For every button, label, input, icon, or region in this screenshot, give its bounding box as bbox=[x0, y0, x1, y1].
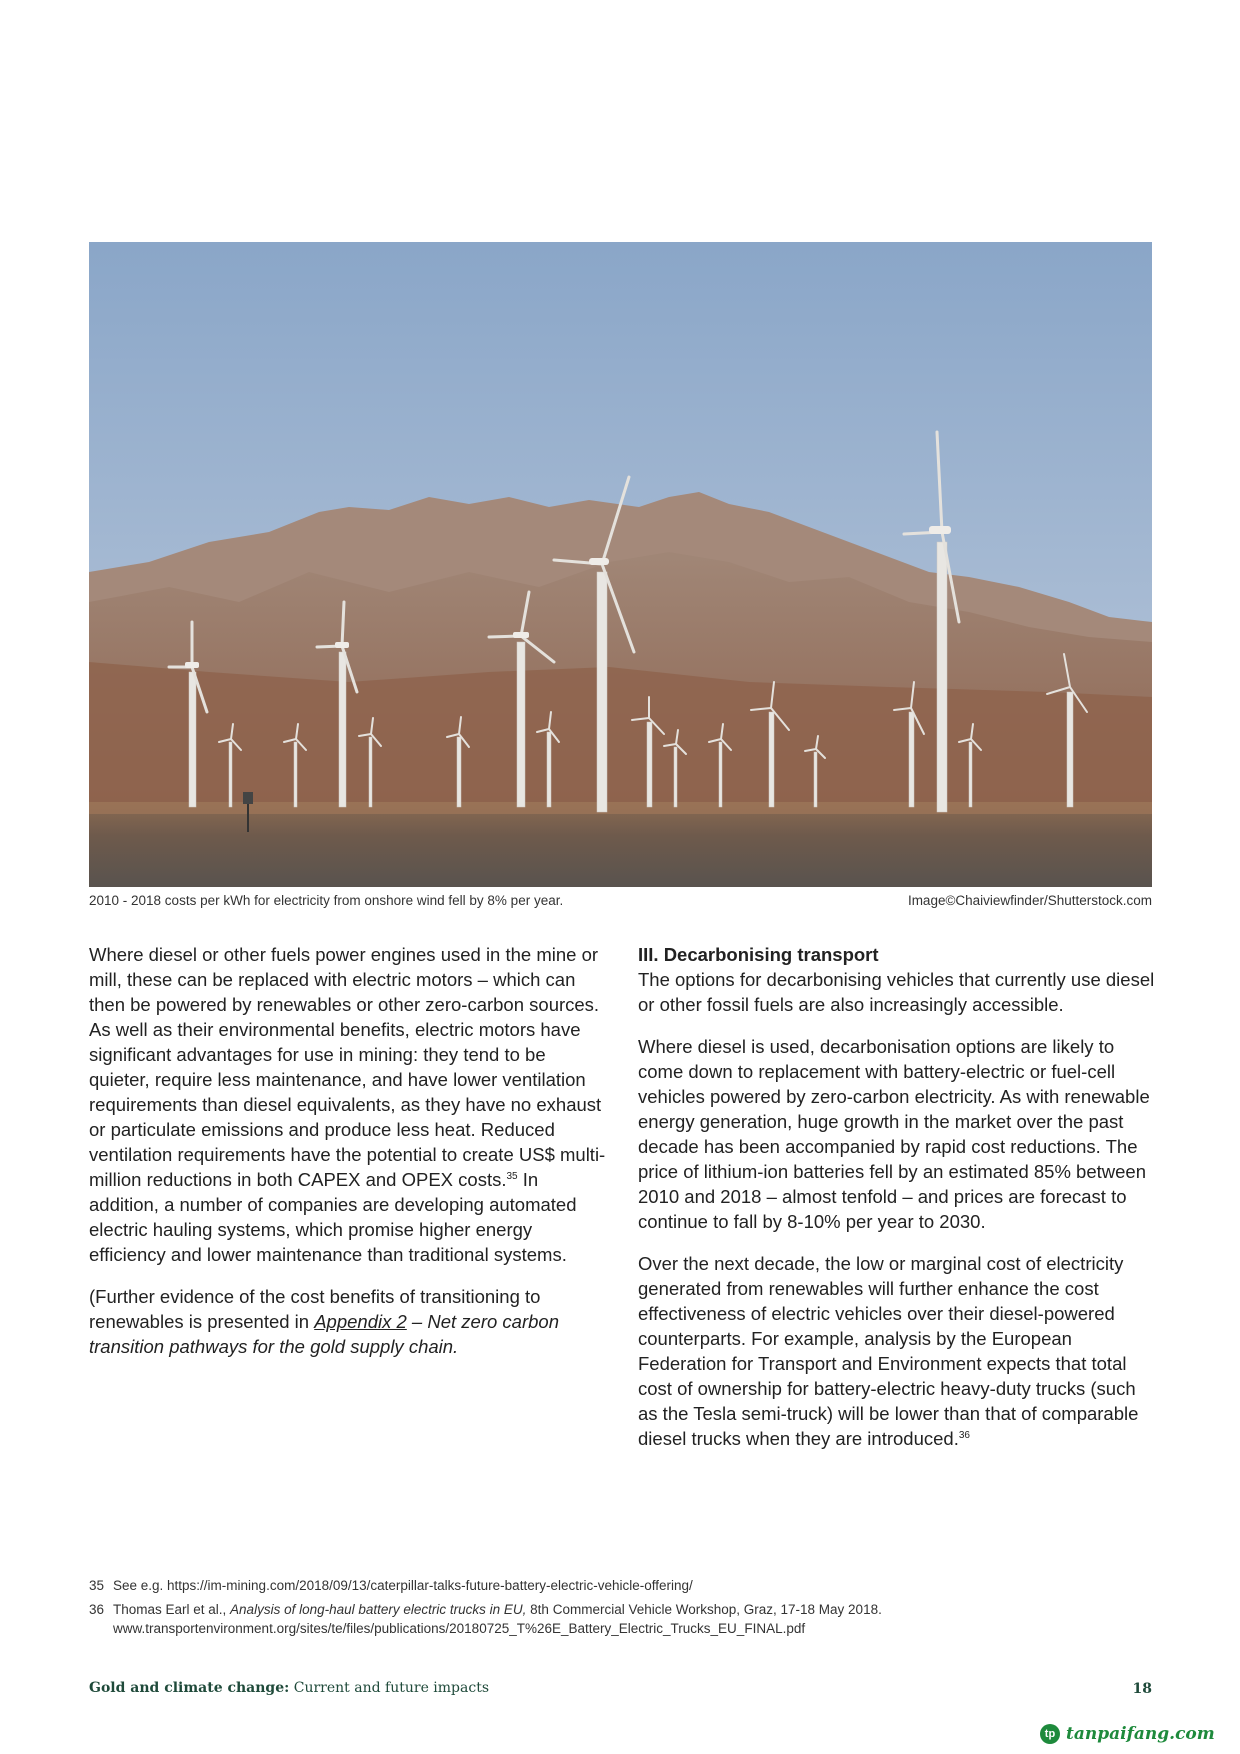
image-credit: Image©Chaiviewfinder/Shutterstock.com bbox=[907, 893, 1152, 908]
left-paragraph-2-text-b: – Net zero carbon transition pathways for the gold supply chain. bbox=[89, 1311, 559, 1357]
right-paragraph-1-text: The options for decarbonising vehicles that currently use diesel or other fossil fuels are also increasingly accessible. bbox=[638, 969, 1155, 1015]
footnote-ref-35[interactable]: 35 bbox=[506, 1170, 518, 1182]
right-column bbox=[638, 942, 1158, 1468]
left-paragraph-1-text-a: Where diesel or other fuels power engines used in the mine or mill, these can be replaced with electric motors – which can then be powered by renewables or other zero-carbon sources. As well as their environmental benefits, electric motors have significant advantages for use in mining: they tend to be quieter, require less maintenance, and have lower ventilation requirements than diesel equivalents, as they have no exhaust or particulate emissions and produce less heat. Reduced ventilation requirements have the potential to create US$ multi-million reductions in both CAPEX and OPEX costs. bbox=[89, 944, 606, 1190]
footnote-suffix: 8th Commercial Vehicle Workshop, Graz, 17-18 May 2018. bbox=[526, 1602, 882, 1617]
right-paragraph-3 bbox=[638, 1251, 1158, 1451]
footnote-title: Analysis of long-haul battery electric trucks in EU, bbox=[230, 1602, 527, 1617]
footnote-url[interactable]: www.transportenvironment.org/sites/te/files/publications/20180725_T%26E_Battery_Electric_Trucks_EU_FINAL.pdf bbox=[113, 1621, 806, 1636]
right-paragraph-3-text: Over the next decade, the low or marginal cost of electricity generated from renewables will further enhance the cost effectiveness of electric vehicles over their diesel-powered counterparts. For example, analysis by the European Federation for Transport and Environment expects that total cost of ownership for battery-electric heavy-duty trucks (such as the Tesla semi-truck) will be lower than that of comparable diesel trucks when they are introduced. bbox=[638, 1253, 1139, 1449]
wind-turbines-illustration bbox=[89, 242, 1152, 887]
footnote-35 bbox=[89, 1576, 1149, 1595]
page-number: 18 bbox=[1132, 1681, 1152, 1697]
footer-title-bold: Gold and climate change: bbox=[89, 1680, 290, 1696]
section-heading: III. Decarbonising transport bbox=[638, 944, 879, 965]
footnote-prefix: Thomas Earl et al., bbox=[113, 1602, 231, 1617]
footnote-text[interactable]: See e.g. https://im-mining.com/2018/09/13/caterpillar-talks-future-battery-electric-vehicle-offering/ bbox=[113, 1578, 693, 1593]
footnote-36 bbox=[89, 1600, 1149, 1638]
appendix-2-link[interactable]: Appendix 2 bbox=[314, 1311, 407, 1332]
tanpaifang-logo-icon: tp bbox=[1040, 1724, 1060, 1744]
footnote-number: 35 bbox=[89, 1578, 105, 1593]
wind-turbines-photo bbox=[89, 242, 1152, 887]
footnote-ref-36[interactable]: 36 bbox=[958, 1429, 970, 1441]
watermark bbox=[1040, 1720, 1230, 1748]
left-paragraph-2 bbox=[89, 1284, 609, 1359]
footnote-number: 36 bbox=[89, 1602, 105, 1617]
left-paragraph-2-text-a: (Further evidence of the cost benefits of transitioning to renewables is presented in bbox=[89, 1286, 541, 1332]
left-paragraph-1-text-b: In addition, a number of companies are developing automated electric hauling systems, which promise higher energy efficiency and lower maintenance than traditional systems. bbox=[89, 1169, 577, 1265]
footer-title bbox=[89, 1680, 489, 1696]
footnote-text bbox=[113, 1600, 1149, 1638]
right-paragraph-1 bbox=[638, 942, 1158, 1017]
image-caption: 2010 - 2018 costs per kWh for electricity from onshore wind fell by 8% per year. bbox=[89, 893, 564, 908]
footnotes bbox=[89, 1576, 1149, 1643]
right-paragraph-2: Where diesel is used, decarbonisation options are likely to come down to replacement with battery-electric or fuel-cell vehicles powered by zero-carbon electricity. As with renewable energy generation, huge growth in the market over the past decade has been accompanied by rapid cost reductions. The price of lithium-ion batteries fell by an estimated 85% between 2010 and 2018 – almost tenfold – and prices are forecast to continue to fall by 8-10% per year to 2030. bbox=[638, 1036, 1150, 1232]
footer-title-rest: Current and future impacts bbox=[289, 1680, 490, 1696]
left-column bbox=[89, 942, 609, 1376]
watermark-text: tanpaifang.com bbox=[1066, 1724, 1215, 1744]
left-paragraph-1 bbox=[89, 942, 609, 1267]
